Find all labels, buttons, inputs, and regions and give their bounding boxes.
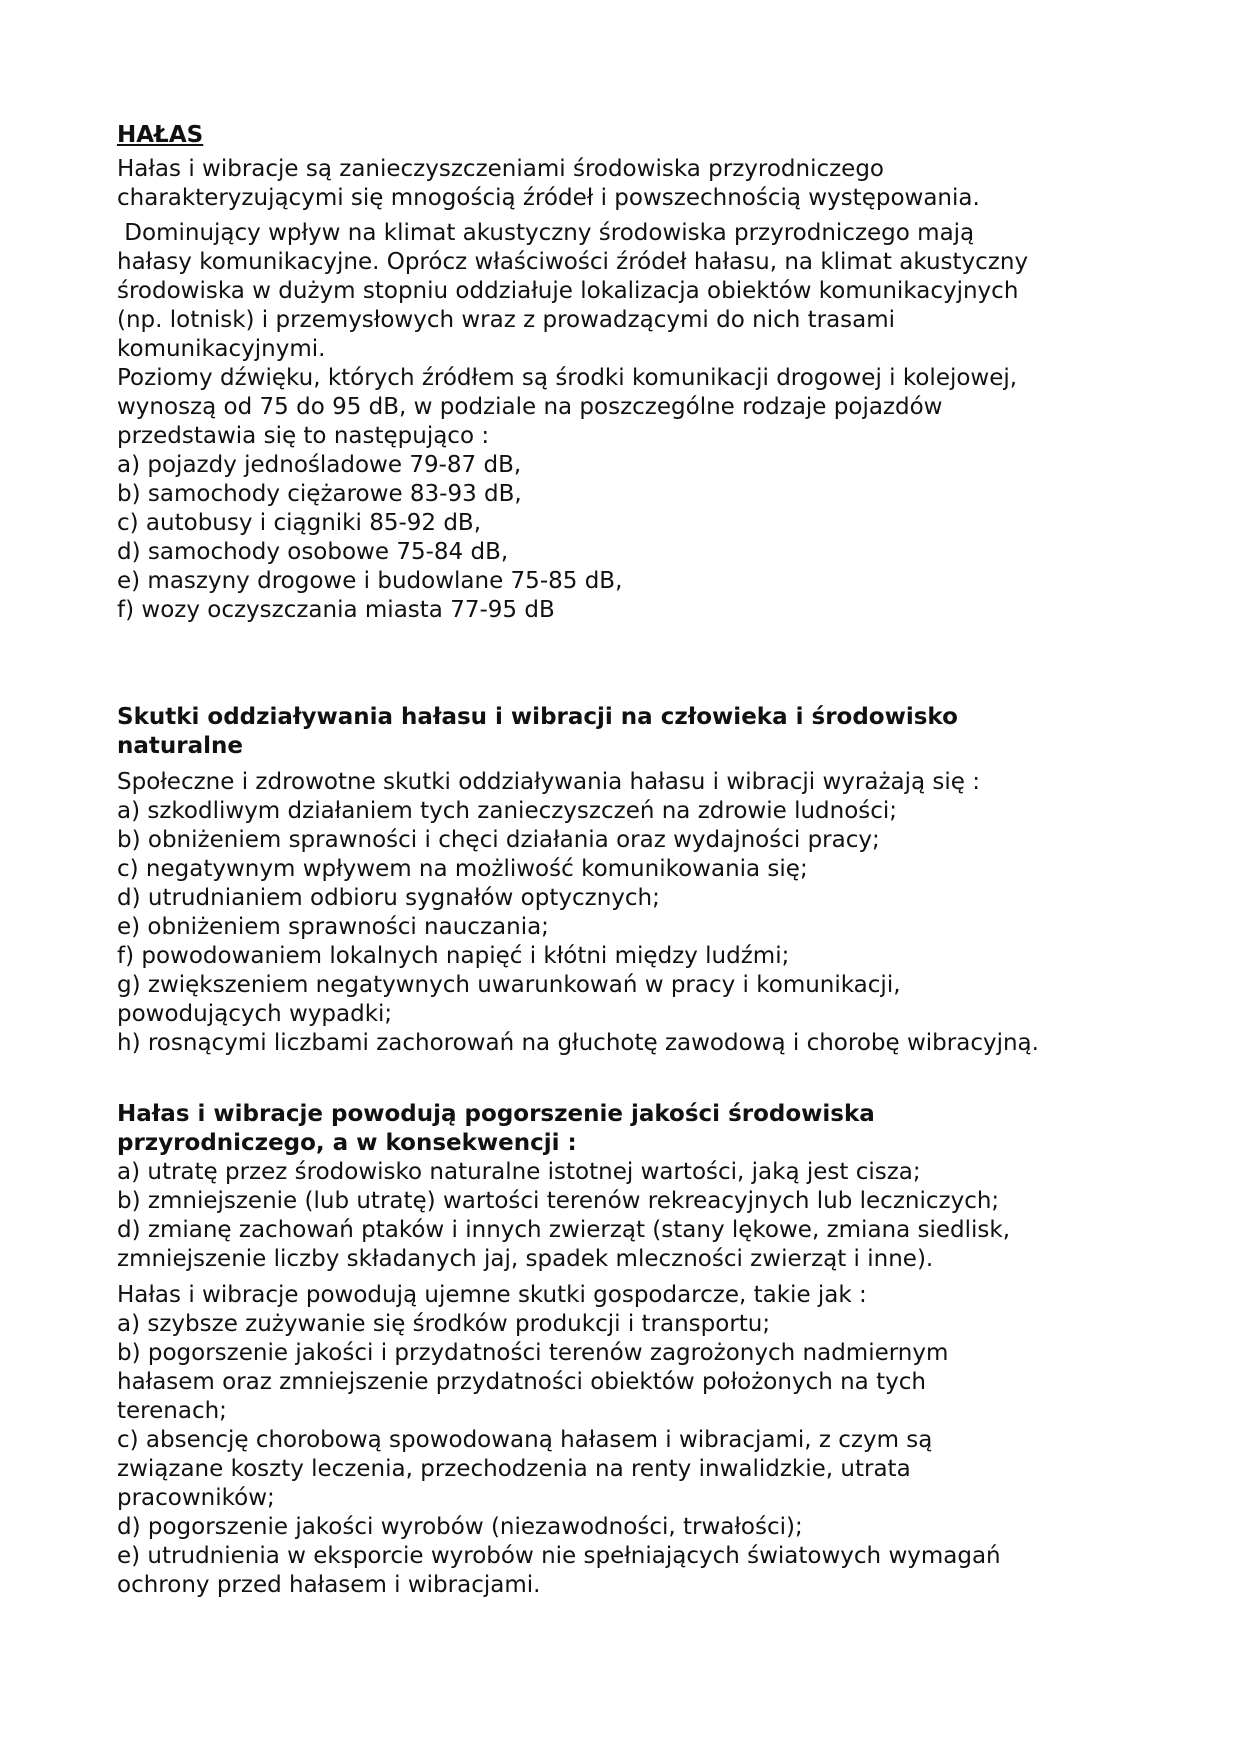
text-line: f) powodowaniem lokalnych napięć i kłótni między ludźmi; — [117, 943, 790, 969]
section-heading-environment — [117, 1100, 875, 1158]
text-line: Hałas i wibracje powodują pogorszenie jakości środowiska — [117, 1101, 875, 1127]
text-line: c) negatywnym wpływem na możliwość komunikowania się; — [117, 856, 808, 882]
document-title — [117, 121, 203, 150]
social-health-effects-list — [117, 768, 1039, 1058]
text-line: a) szkodliwym działaniem tych zanieczyszczeń na zdrowie ludności; — [117, 798, 898, 824]
text-line: przyrodniczego, a w konsekwencji : — [117, 1130, 577, 1156]
text-line: g) zwiększeniem negatywnych uwarunkowań w pracy i komunikacji, — [117, 972, 901, 998]
text-line: charakteryzującymi się mnogością źródeł i powszechnością występowania. — [117, 185, 980, 211]
text-line: ochrony przed hałasem i wibracjami. — [117, 1572, 541, 1598]
text-line: c) autobusy i ciągniki 85-92 dB, — [117, 510, 482, 536]
text-line: d) pogorszenie jakości wyrobów (niezawodności, trwałości); — [117, 1514, 803, 1540]
text-line: przedstawia się to następująco : — [117, 423, 490, 449]
noise-sources-paragraph — [117, 219, 1028, 625]
text-line: b) obniżeniem sprawności i chęci działania oraz wydajności pracy; — [117, 827, 880, 853]
economic-effects-list — [117, 1281, 1001, 1600]
text-line: naturalne — [117, 733, 243, 759]
text-line: powodujących wypadki; — [117, 1001, 393, 1027]
text-line: e) utrudnienia w eksporcie wyrobów nie spełniających światowych wymagań — [117, 1543, 1001, 1569]
text-line: a) utratę przez środowisko naturalne istotnej wartości, jaką jest cisza; — [117, 1159, 921, 1185]
text-line: e) obniżeniem sprawności nauczania; — [117, 914, 549, 940]
environment-effects-list — [117, 1158, 1010, 1274]
text-line: środowiska w dużym stopniu oddziałuje lokalizacja obiektów komunikacyjnych — [117, 278, 1019, 304]
text-line: c) absencję chorobową spowodowaną hałasem i wibracjami, z czym są — [117, 1427, 933, 1453]
text-line: Skutki oddziaływania hałasu i wibracji na człowieka i środowisko — [117, 704, 958, 730]
text-line: hałasy komunikacyjne. Oprócz właściwości źródeł hałasu, na klimat akustyczny — [117, 249, 1029, 275]
text-line: f) wozy oczyszczania miasta 77-95 dB — [117, 597, 555, 623]
text-line: związane koszty leczenia, przechodzenia na renty inwalidzkie, utrata — [117, 1456, 911, 1482]
text-line: Dominujący wpływ na klimat akustyczny środowiska przyrodniczego mają — [117, 220, 975, 246]
text-line: e) maszyny drogowe i budowlane 75-85 dB, — [117, 568, 623, 594]
text-line: komunikacyjnymi. — [117, 336, 326, 362]
text-line: b) pogorszenie jakości i przydatności terenów zagrożonych nadmiernym — [117, 1340, 949, 1366]
text-line: h) rosnącymi liczbami zachorowań na głuchotę zawodową i chorobę wibracyjną. — [117, 1030, 1039, 1056]
text-line: a) szybsze zużywanie się środków produkcji i transportu; — [117, 1311, 771, 1337]
text-line: (np. lotnisk) i przemysłowych wraz z prowadzącymi do nich trasami — [117, 307, 896, 333]
text-line: b) zmniejszenie (lub utratę) wartości terenów rekreacyjnych lub leczniczych; — [117, 1188, 1000, 1214]
text-line: pracowników; — [117, 1485, 275, 1511]
section-heading-effects — [117, 703, 958, 761]
text-line: wynoszą od 75 do 95 dB, w podziale na poszczególne rodzaje pojazdów — [117, 394, 943, 420]
text-line: Poziomy dźwięku, których źródłem są środki komunikacji drogowej i kolejowej, — [117, 365, 1018, 391]
text-line: b) samochody ciężarowe 83-93 dB, — [117, 481, 522, 507]
text-line: Hałas i wibracje powodują ujemne skutki gospodarcze, takie jak : — [117, 1282, 867, 1308]
text-line: hałasem oraz zmniejszenie przydatności obiektów położonych na tych — [117, 1369, 926, 1395]
text-line: d) zmianę zachowań ptaków i innych zwierząt (stany lękowe, zmiana siedlisk, — [117, 1217, 1011, 1243]
text-line: a) pojazdy jednośladowe 79-87 dB, — [117, 452, 522, 478]
text-line: Hałas i wibracje są zanieczyszczeniami środowiska przyrodniczego — [117, 156, 885, 182]
text-line: d) samochody osobowe 75-84 dB, — [117, 539, 509, 565]
title-text: HAŁAS — [117, 122, 204, 148]
text-line: Społeczne i zdrowotne skutki oddziaływania hałasu i wibracji wyrażają się : — [117, 769, 980, 795]
text-line: d) utrudnianiem odbioru sygnałów optycznych; — [117, 885, 660, 911]
intro-paragraph — [117, 155, 980, 213]
text-line: terenach; — [117, 1398, 227, 1424]
text-line: zmniejszenie liczby składanych jaj, spadek mleczności zwierząt i inne). — [117, 1246, 934, 1272]
